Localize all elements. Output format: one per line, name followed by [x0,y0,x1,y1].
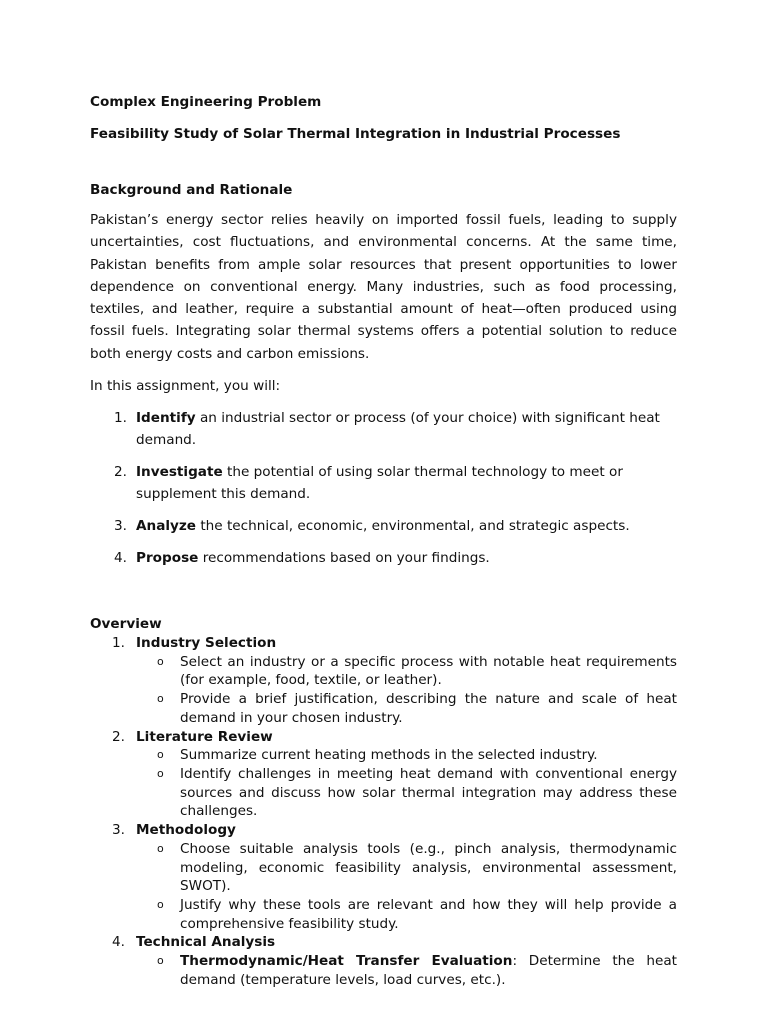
task-text: the technical, economic, environmental, and strategic aspects. [196,518,630,535]
assignment-intro: In this assignment, you will: [90,378,281,395]
overview-item [90,933,677,989]
sub-text: Summarize current heating methods in the selected industry. [180,747,598,764]
task-number: 2. [114,464,127,481]
bullet-icon: o [157,954,164,968]
overview-number: 3. [112,822,125,839]
overview-number: 1. [112,635,125,652]
task-keyword: Analyze [136,518,197,535]
task-number: 3. [114,518,127,535]
overview-number: 4. [112,934,125,951]
sub-item [90,690,677,727]
sub-text: Provide a brief justification, describing the nature and scale of heat demand in your chosen industry. [180,691,677,726]
sub-text: Choose suitable analysis tools (e.g., pinch analysis, thermodynamic modeling, economic feasibility analysis, environmental assessment, SWOT). [180,840,677,895]
bullet-icon: o [157,841,164,855]
bullet-icon: o [157,897,164,911]
overview-item [90,821,677,933]
overview-item [90,634,677,728]
background-heading: Background and Rationale [90,182,293,198]
sub-text: Justify why these tools are relevant and how they will help provide a comprehensive feasibility study. [180,896,677,932]
sub-text [180,952,677,989]
task-keyword: Propose [136,550,199,567]
sub-item [90,952,677,989]
task-item [90,407,677,451]
overview-heading: Overview [90,616,162,633]
sub-text-rest: : Determine the heat demand (temperature levels, load curves, etc.). [180,953,677,988]
sub-item [90,840,677,896]
bullet-icon: o [157,654,164,668]
task-keyword: Investigate [136,464,223,481]
overview-label: Technical Analysis [136,934,276,951]
overview-label: Methodology [136,822,236,839]
task-item [90,547,677,569]
sub-item [90,653,677,690]
bullet-icon: o [157,748,164,762]
sub-item [90,746,677,765]
overview-list [90,634,677,989]
bullet-icon: o [157,692,164,706]
task-text: an industrial sector or process (of your choice) with significant heat demand. [136,410,660,449]
overview-number: 2. [112,728,125,745]
background-paragraph: Pakistan’s energy sector relies heavily on imported fossil fuels, leading to supply uncertainties, cost fluctuations, and environmental concerns. At the same time, Pakistan benefits from ample solar resources that present opportunities to lower dependence on conventional energy. Many industries, such as food processing, textiles, and leather, require a substantial amount of heat—often produced using fossil fuels. Integrating solar thermal systems offers a potential solution to reduce both energy costs and carbon emissions. [90,212,677,362]
overview-label: Industry Selection [136,635,277,652]
overview-item [90,728,677,822]
document-subtitle: Feasibility Study of Solar Thermal Integration in Industrial Processes [90,126,621,142]
bullet-icon: o [157,767,164,780]
task-item [90,515,677,537]
task-text: the potential of using solar thermal technology to meet or supplement this demand. [136,464,623,503]
sub-keyword: Thermodynamic/Heat Transfer Evaluation [180,953,513,970]
overview-label: Literature Review [136,728,273,745]
task-keyword: Identify [136,410,196,427]
document-title: Complex Engineering Problem [90,94,322,110]
sub-text: Select an industry or a specific process with notable heat requirements (for example, food, textile, or leather). [180,653,677,689]
task-number: 1. [114,410,127,427]
task-text: recommendations based on your findings. [198,550,490,567]
sub-item [90,896,677,933]
sub-text: Identify challenges in meeting heat demand with conventional energy sources and discuss how solar thermal integration may address these challenges. [180,766,677,820]
task-list [90,407,677,569]
task-number: 4. [114,550,127,567]
sub-item [90,765,677,821]
task-item [90,461,677,505]
